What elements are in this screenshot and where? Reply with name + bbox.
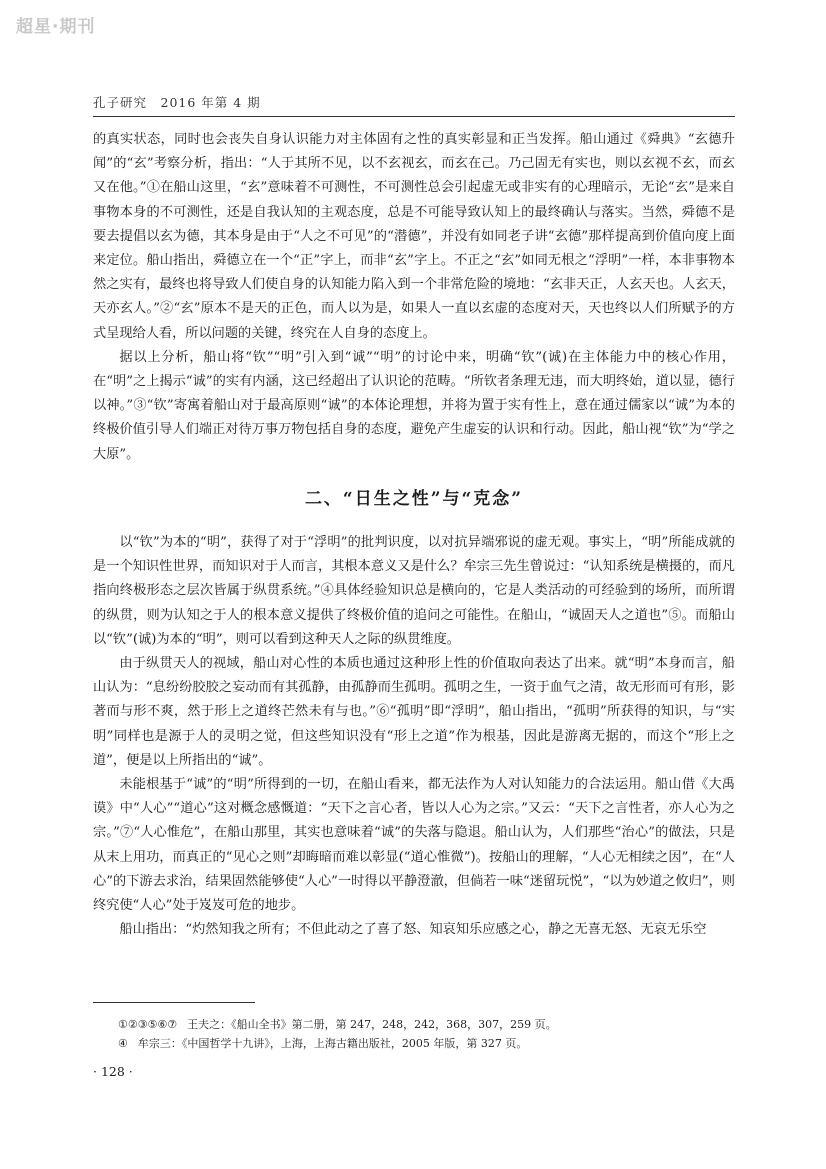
footnote-mark: ④ [118, 1037, 128, 1050]
running-head: 孔子研究 2016 年第 4 期 [93, 95, 261, 110]
paragraph: 未能根基于“诚”的“明”所得到的一切，在船山看来，都无法作为人对认知能力的合法运用。船山借《大禹谟》中“人心”“道心”这对概念感慨道：“天下之言心者，皆以人心为之宗。”又云：“天下之言性者，亦人心为之宗。”⑦“人心惟危”，在船山那里，其实也意味着“诚”的失落与隐退。船山认为，人们那些“治心”的做法，只是从末上用功，而真正的“见心之则”却晦暗而难以彰显(“道心惟微”)。按船山的理解，“人心无相续之因”，在“人心”的下游去求治，结果固然能够使“人心”一时得以平静澄澈，但倘若一味“迷留玩悦”，“以为妙道之攸归”，则终究使“人心”处于岌岌可危的地步。 [93, 777, 735, 914]
footnote-divider [93, 1002, 255, 1003]
paragraph: 船山指出：“灼然知我之所有；不但此动之了喜了怒、知哀知乐应感之心，静之无喜无怒、无哀无乐空 [119, 922, 707, 938]
section-heading: 二、“日生之性”与“克念” [304, 488, 524, 509]
footnotes [118, 1015, 738, 1053]
paragraph: 的真实状态，同时也会丧失自身认识能力对主体固有之性的真实彰显和正当发挥。船山通过《舜典》“玄德升闻”的“玄”考察分析，指出：“人于其所不见，以不玄视玄，而玄在己。乃己固无有实也，则以玄视不玄，而玄又在他。”①在船山这里，“玄”意味着不可测性，不可测性总会引起虚无或非实有的心理暗示，无论“玄”是来自事物本身的不可测性，还是自我认知的主观态度，总是不可能导致认知上的最终确认与落实。当然，舜德不是要去提倡以玄为德，其本身是由于“人之不可见”的“潜德”，并没有如同老子讲“玄德”那样提高到价值向度上面来定位。船山指出，舜德立在一个“正”字上，而非“玄”字上。不正之“玄”如同无根之“浮明”一样，本非事物本然之实有，最终也将导致人们使自身的认知能力陷入到一个非常危险的境地：“玄非天正，人玄天也。人玄天，天亦玄人。”②“玄”原本不是天的正色，而人以为是，如果人一直以玄虚的态度对天，天也终以人们所赋予的方式呈现给人看，所以问题的关键，终究在人自身的态度上。 [93, 132, 735, 341]
paragraph: 以“钦”为本的“明”，获得了对于“浮明”的批判识度，以对抗异端邪说的虚无观。事实上，“明”所能成就的是一个知识性世界，而知识对于人而言，其根本意义又是什么？牟宗三先生曾说过：“认知系统是横摄的，而凡指向终极形态之层次皆属于纵贯系统。”④具体经验知识总是横向的，它是人类活动的可经验到的场所，而所谓的纵贯，则为认知之于人的根本意义提供了终极价值的追问之可能性。在船山，“诚固天人之道也”⑤。而船山以“钦”(诚)为本的“明”，则可以看到这种天人之际的纵贯维度。 [93, 535, 735, 647]
footnote-text: 王夫之：《船山全书》第二册，第 247，248，242，368，307，259 页。 [187, 1018, 557, 1031]
footnote-mark: ①②③⑤⑥⑦ [118, 1018, 178, 1031]
header-divider [93, 116, 735, 117]
footnote-text: 牟宗三：《中国哲学十九讲》，上海，上海古籍出版社，2005 年版，第 327 页。 [137, 1037, 528, 1050]
paragraph: 由于纵贯天人的视域，船山对心性的本质也通过这种形上性的价值取向表达了出来。就“明”本身而言，船山认为：“息纷纷胶胶之妄动而有其孤静，由孤静而生孤明。孤明之生，一资于血气之清，故无形而可有形，影著而与形不爽，然于形上之道终芒然未有与也。”⑥“孤明”即“浮明”，船山指出，“孤明”所获得的知识，与“实明”同样也是源于人的灵明之觉，但这些知识没有“形上之道”作为根基，因此是游离无据的，而这个“形上之道”，便是以上所指出的“诚”。 [93, 656, 735, 768]
paragraph: 据以上分析，船山将“钦”“明”引入到“诚”“明”的讨论中来，明确“钦”(诚)在主体能力中的核心作用，在“明”之上揭示“诚”的实有内涵，这已经超出了认识论的范畴。“所钦者条理无违，而大明终始，道以显，德行以神。”③“钦”寄寓着船山对于最高原则“诚”的本体论理想，并将为置于实有性上，意在通过儒家以“诚”为本的终极价值引导人们端正对待万事万物包括自身的态度，避免产生虚妄的认识和行动。因此，船山视“钦”为“学之大原”。 [93, 349, 735, 462]
footnote-item [118, 1034, 738, 1053]
page-number: · 128 · [93, 1064, 133, 1079]
watermark-logo: 超星·期刊 [16, 17, 96, 37]
article-body [93, 128, 735, 943]
footnote-item [118, 1015, 738, 1034]
